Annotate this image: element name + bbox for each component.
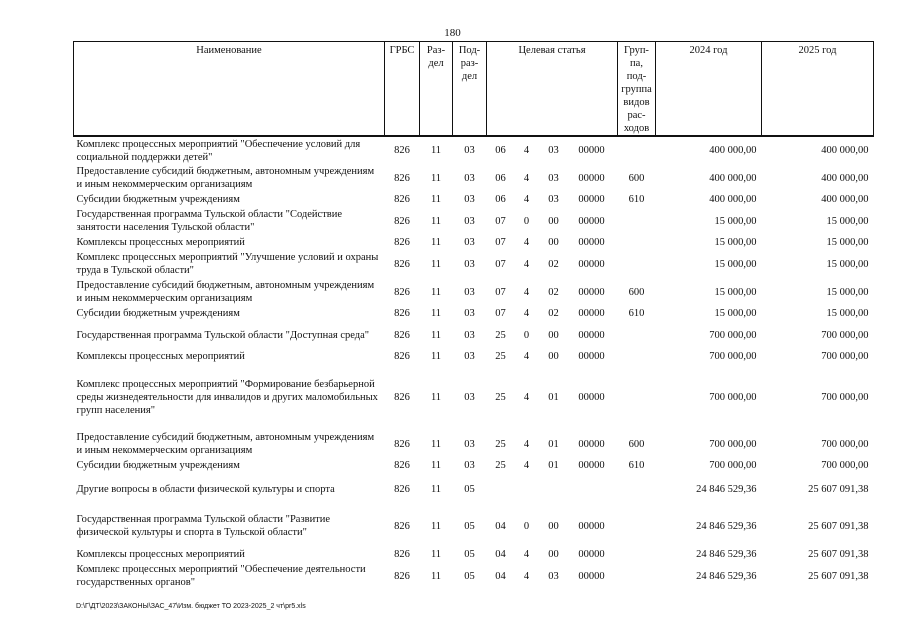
row-name: Государственная программа Тульской области "Развитие физической культуры и спорта в Тульской области" — [76, 514, 331, 538]
table-header — [74, 42, 874, 137]
row-name: Государственная программа Тульской области "Доступная среда" — [76, 329, 370, 341]
cs-part-3: 02 — [548, 258, 559, 270]
cs-part-1: 04 — [495, 570, 506, 582]
row-razdel: 11 — [430, 194, 442, 205]
cs-part-4: 00000 — [578, 215, 605, 227]
row-podrazdel: 03 — [464, 329, 475, 341]
row-celevaya-statya — [487, 136, 618, 164]
header-year-2024: 2024 год — [656, 42, 762, 137]
row-razdel: 11 — [430, 438, 442, 450]
cs-part-1: 07 — [495, 215, 506, 227]
header-year-2025: 2025 год — [762, 42, 874, 137]
row-vid-rashodov — [618, 349, 656, 364]
row-2025: 15 000,00 — [826, 308, 869, 319]
cs-part-1: 25 — [495, 351, 506, 362]
cs-part-4: 00000 — [578, 258, 605, 270]
row-celevaya-statya — [487, 364, 618, 430]
row-grbs: 826 — [394, 460, 410, 471]
row-2025: 400 000,00 — [821, 172, 869, 184]
table-row — [74, 458, 874, 473]
header-razdel — [420, 42, 453, 137]
cs-part-2: 4 — [523, 460, 530, 471]
budget-table-container — [73, 41, 873, 590]
row-vid-rashodov — [618, 207, 656, 235]
row-name: Комплексы процессных мероприятий — [76, 351, 245, 362]
row-podrazdel: 03 — [464, 460, 475, 471]
row-vid-rashodov — [618, 505, 656, 547]
row-podrazdel: 03 — [464, 172, 475, 184]
table-row — [74, 473, 874, 505]
table-row — [74, 192, 874, 207]
celevaya-statya-parts — [493, 329, 611, 342]
cs-part-1: 07 — [495, 308, 506, 319]
row-2024: 400 000,00 — [709, 145, 757, 156]
cs-part-4: 00000 — [578, 145, 605, 156]
row-2025: 400 000,00 — [821, 145, 869, 156]
row-celevaya-statya — [487, 473, 618, 505]
header-razdel-text: Раз- дел — [426, 45, 446, 69]
celevaya-statya-parts — [493, 307, 611, 320]
row-2024: 15 000,00 — [714, 308, 757, 319]
file-path-footer: D:\Г\ДТ\2023\ЗАКОНЫ\ЗАС_47\Изм. бюджет ТО 2023-2025_2 чт\pr5.xls — [76, 603, 306, 610]
row-podrazdel: 05 — [464, 520, 475, 532]
celevaya-statya-parts — [493, 350, 611, 363]
celevaya-statya-parts — [493, 172, 611, 185]
row-name: Предоставление субсидий бюджетным, автономным учреждениям и иным некоммерческим организациям — [76, 166, 375, 190]
cs-part-3: 03 — [548, 172, 559, 184]
row-grbs: 826 — [394, 286, 410, 298]
row-vid-rashodov — [618, 235, 656, 250]
cs-part-1: 06 — [495, 145, 506, 156]
row-2024: 700 000,00 — [709, 460, 757, 471]
row-podrazdel: 03 — [464, 286, 475, 298]
row-2025: 700 000,00 — [821, 460, 869, 471]
row-2025: 25 607 091,38 — [808, 549, 869, 560]
page-number: 180 — [444, 27, 461, 39]
table-row — [74, 562, 874, 590]
row-podrazdel: 03 — [464, 308, 475, 319]
celevaya-statya-parts — [493, 520, 611, 533]
row-podrazdel: 05 — [464, 483, 475, 495]
row-razdel: 11 — [430, 286, 442, 298]
row-name: Комплекс процессных мероприятий "Обеспечение деятельности государственных органов" — [76, 564, 366, 588]
cs-part-4: 00000 — [578, 351, 605, 362]
table-row — [74, 505, 874, 547]
header-podrazdel — [453, 42, 487, 137]
cs-part-1: 06 — [495, 172, 506, 184]
row-2024: 24 846 529,36 — [696, 549, 757, 560]
row-2025: 700 000,00 — [821, 351, 869, 362]
row-2024: 15 000,00 — [714, 258, 757, 270]
row-grbs: 826 — [394, 215, 410, 227]
cs-part-2: 4 — [523, 351, 530, 362]
celevaya-statya-parts — [493, 236, 611, 249]
row-grbs: 826 — [394, 172, 410, 184]
cs-part-4: 00000 — [578, 308, 605, 319]
row-grbs: 826 — [394, 351, 410, 362]
row-razdel: 11 — [430, 483, 442, 495]
row-grbs: 826 — [394, 329, 410, 341]
row-2024: 700 000,00 — [709, 438, 757, 450]
row-podrazdel: 03 — [464, 391, 475, 403]
row-podrazdel: 03 — [464, 438, 475, 450]
cs-part-3: 00 — [548, 215, 559, 227]
cs-part-2: 4 — [523, 145, 530, 156]
cs-part-3: 03 — [548, 145, 559, 156]
row-name: Комплексы процессных мероприятий — [76, 549, 245, 560]
row-2025: 25 607 091,38 — [808, 520, 869, 532]
row-razdel: 11 — [430, 258, 442, 270]
row-vid-rashodov: 610 — [628, 460, 645, 471]
cs-part-1: 25 — [495, 438, 506, 450]
cs-part-1: 25 — [495, 391, 506, 403]
table-body — [74, 136, 874, 590]
celevaya-statya-parts — [493, 459, 611, 472]
cs-part-4: 00000 — [578, 391, 605, 403]
row-2025: 700 000,00 — [821, 438, 869, 450]
table-row — [74, 547, 874, 562]
cs-part-2: 4 — [523, 438, 530, 450]
cs-part-1: 04 — [495, 549, 506, 560]
cs-part-2: 4 — [523, 549, 530, 560]
cs-part-2: 4 — [523, 286, 530, 298]
cs-part-2: 0 — [523, 329, 530, 341]
row-celevaya-statya — [487, 207, 618, 235]
row-podrazdel: 05 — [464, 549, 475, 560]
cs-part-3: 01 — [548, 460, 559, 471]
row-2024: 15 000,00 — [714, 286, 757, 298]
row-razdel: 11 — [430, 549, 442, 560]
header-celevaya-statya: Целевая статья — [487, 42, 618, 137]
row-celevaya-statya — [487, 235, 618, 250]
row-vid-rashodov: 600 — [628, 438, 645, 450]
row-grbs: 826 — [394, 391, 410, 403]
row-grbs: 826 — [394, 549, 410, 560]
row-razdel: 11 — [430, 520, 442, 532]
row-name: Субсидии бюджетным учреждениям — [76, 194, 240, 205]
cs-part-2: 4 — [523, 570, 530, 582]
table-row — [74, 136, 874, 164]
celevaya-statya-parts — [493, 438, 611, 451]
celevaya-statya-parts — [493, 391, 611, 404]
cs-part-4: 00000 — [578, 460, 605, 471]
table-row — [74, 430, 874, 458]
row-razdel: 11 — [430, 351, 442, 362]
row-2024: 15 000,00 — [714, 237, 757, 248]
row-grbs: 826 — [394, 438, 410, 450]
row-2024: 24 846 529,36 — [696, 483, 757, 495]
cs-part-3: 03 — [548, 194, 559, 205]
row-podrazdel: 03 — [464, 258, 475, 270]
row-celevaya-statya — [487, 547, 618, 562]
row-celevaya-statya — [487, 505, 618, 547]
table-row — [74, 306, 874, 321]
row-vid-rashodov — [618, 547, 656, 562]
cs-part-1: 06 — [495, 194, 506, 205]
celevaya-statya-parts — [493, 570, 611, 583]
cs-part-2: 4 — [523, 391, 530, 403]
row-razdel: 11 — [430, 215, 442, 227]
row-celevaya-statya — [487, 430, 618, 458]
cs-part-1: 25 — [495, 329, 506, 341]
row-celevaya-statya — [487, 562, 618, 590]
cs-part-4: 00000 — [578, 438, 605, 450]
header-gruppa-text: Груп- па, под- группа видов рас- ходов — [621, 45, 652, 134]
row-grbs: 826 — [394, 520, 410, 532]
cs-part-1: 07 — [495, 237, 506, 248]
row-2024: 24 846 529,36 — [696, 570, 757, 582]
row-2024: 15 000,00 — [714, 215, 757, 227]
row-grbs: 826 — [394, 258, 410, 270]
row-celevaya-statya — [487, 458, 618, 473]
cs-part-2: 0 — [523, 520, 530, 532]
cs-part-3: 00 — [548, 351, 559, 362]
cs-part-4: 00000 — [578, 520, 605, 532]
row-celevaya-statya — [487, 306, 618, 321]
cs-part-2: 4 — [523, 258, 530, 270]
row-2025: 25 607 091,38 — [808, 483, 869, 495]
row-grbs: 826 — [394, 570, 410, 582]
row-2024: 24 846 529,36 — [696, 520, 757, 532]
row-name: Предоставление субсидий бюджетным, автономным учреждениям и иным некоммерческим организациям — [76, 432, 375, 456]
cs-part-3: 00 — [548, 329, 559, 341]
row-celevaya-statya — [487, 250, 618, 278]
row-2024: 400 000,00 — [709, 194, 757, 205]
row-2025: 15 000,00 — [826, 237, 869, 248]
table-row — [74, 235, 874, 250]
row-name: Комплекс процессных мероприятий "Обеспечение условий для социальной поддержки детей" — [76, 138, 361, 163]
row-2025: 25 607 091,38 — [808, 570, 869, 582]
row-razdel: 11 — [430, 237, 442, 248]
row-2025: 15 000,00 — [826, 258, 869, 270]
row-podrazdel: 03 — [464, 215, 475, 227]
cs-part-3: 01 — [548, 391, 559, 403]
table-row — [74, 364, 874, 430]
row-name: Предоставление субсидий бюджетным, автономным учреждениям и иным некоммерческим организациям — [76, 280, 375, 304]
row-podrazdel: 03 — [464, 351, 475, 362]
row-vid-rashodov: 600 — [628, 172, 645, 184]
row-celevaya-statya — [487, 164, 618, 192]
header-gruppa — [618, 42, 656, 137]
row-grbs: 826 — [394, 145, 410, 156]
row-2025: 700 000,00 — [821, 329, 869, 341]
row-razdel: 11 — [430, 391, 442, 403]
celevaya-statya-parts — [493, 215, 611, 228]
table-row — [74, 207, 874, 235]
row-grbs: 826 — [394, 483, 410, 495]
cs-part-4: 00000 — [578, 237, 605, 248]
row-vid-rashodov: 610 — [628, 194, 645, 205]
row-name: Государственная программа Тульской области "Содействие занятости населения Тульской области" — [76, 209, 343, 233]
celevaya-statya-parts — [493, 258, 611, 271]
row-name: Комплекс процессных мероприятий "Улучшение условий и охраны труда в Тульской области" — [76, 252, 379, 276]
row-razdel: 11 — [430, 145, 442, 156]
table-row — [74, 349, 874, 364]
row-razdel: 11 — [430, 460, 442, 471]
row-vid-rashodov — [618, 364, 656, 430]
cs-part-1: 25 — [495, 460, 506, 471]
row-2024: 700 000,00 — [709, 391, 757, 403]
table-row — [74, 278, 874, 306]
cs-part-2: 0 — [523, 215, 530, 227]
cs-part-4: 00000 — [578, 329, 605, 341]
header-name: Наименование — [74, 42, 385, 137]
cs-part-1: 07 — [495, 286, 506, 298]
celevaya-statya-parts — [493, 548, 611, 561]
header-podrazdel-text: Под- раз- дел — [458, 45, 481, 82]
table-row — [74, 250, 874, 278]
celevaya-statya-parts — [493, 193, 611, 206]
cs-part-4: 00000 — [578, 549, 605, 560]
table-row — [74, 321, 874, 349]
cs-part-3: 00 — [548, 237, 559, 248]
row-name: Комплекс процессных мероприятий "Формирование безбарьерной среды жизнедеятельности для инвалидов и других маломобильных групп населения" — [76, 378, 378, 416]
row-2024: 400 000,00 — [709, 172, 757, 184]
row-podrazdel: 03 — [464, 194, 475, 205]
row-razdel: 11 — [430, 329, 442, 341]
row-name: Другие вопросы в области физической культуры и спорта — [76, 483, 335, 495]
header-grbs: ГРБС — [385, 42, 420, 137]
row-celevaya-statya — [487, 321, 618, 349]
celevaya-statya-parts — [493, 286, 611, 299]
cs-part-2: 4 — [523, 308, 530, 319]
cs-part-2: 4 — [523, 172, 530, 184]
budget-table — [73, 41, 874, 590]
cs-part-2: 4 — [523, 194, 530, 205]
row-celevaya-statya — [487, 192, 618, 207]
cs-part-4: 00000 — [578, 570, 605, 582]
row-razdel: 11 — [430, 308, 442, 319]
cs-part-3: 00 — [548, 549, 559, 560]
row-vid-rashodov: 610 — [628, 308, 645, 319]
row-name: Субсидии бюджетным учреждениям — [76, 460, 240, 471]
cs-part-1: 04 — [495, 520, 506, 532]
row-vid-rashodov — [618, 136, 656, 164]
row-grbs: 826 — [394, 308, 410, 319]
cs-part-4: 00000 — [578, 172, 605, 184]
row-grbs: 826 — [394, 237, 410, 248]
row-grbs: 826 — [394, 194, 410, 205]
row-2025: 700 000,00 — [821, 391, 869, 403]
row-podrazdel: 03 — [464, 237, 475, 248]
row-2024: 700 000,00 — [709, 351, 757, 362]
row-celevaya-statya — [487, 349, 618, 364]
row-podrazdel: 03 — [464, 145, 475, 156]
row-2024: 700 000,00 — [709, 329, 757, 341]
row-name: Комплексы процессных мероприятий — [76, 237, 245, 248]
row-name: Субсидии бюджетным учреждениям — [76, 308, 240, 319]
table-row — [74, 164, 874, 192]
row-vid-rashodov: 600 — [628, 286, 645, 298]
cs-part-4: 00000 — [578, 286, 605, 298]
row-vid-rashodov — [618, 562, 656, 590]
cs-part-2: 4 — [523, 237, 530, 248]
cs-part-3: 02 — [548, 308, 559, 319]
row-2025: 15 000,00 — [826, 215, 869, 227]
cs-part-3: 02 — [548, 286, 559, 298]
cs-part-3: 00 — [548, 520, 559, 532]
row-2025: 15 000,00 — [826, 286, 869, 298]
row-celevaya-statya — [487, 278, 618, 306]
row-razdel: 11 — [430, 172, 442, 184]
row-vid-rashodov — [618, 473, 656, 505]
cs-part-3: 01 — [548, 438, 559, 450]
cs-part-1: 07 — [495, 258, 506, 270]
row-2025: 400 000,00 — [821, 194, 869, 205]
row-vid-rashodov — [618, 250, 656, 278]
row-vid-rashodov — [618, 321, 656, 349]
cs-part-4: 00000 — [578, 194, 605, 205]
row-razdel: 11 — [430, 570, 442, 582]
celevaya-statya-parts — [493, 144, 611, 157]
row-podrazdel: 05 — [464, 570, 475, 582]
cs-part-3: 03 — [548, 570, 559, 582]
